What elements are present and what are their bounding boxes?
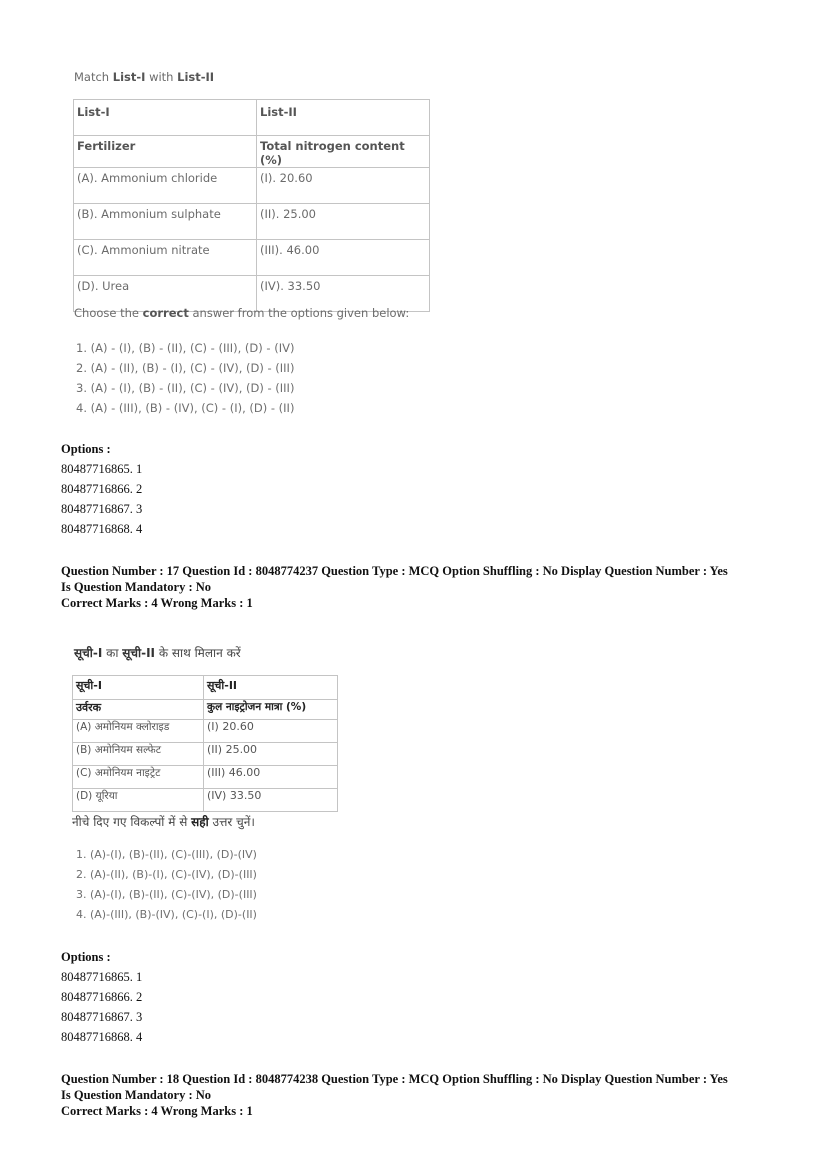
option-item: 80487716865. 1 [61,970,143,984]
q17-header-list1: सूची-I [73,676,204,700]
option-item: 80487716868. 4 [61,522,143,536]
q17-choice-list [76,845,257,925]
list-item: 1. (A)-(I), (B)-(II), (C)-(III), (D)-(IV) [76,848,257,861]
q16-intro: Match List-I with List-II [74,70,215,84]
question-meta-line: Question Number : 18 Question Id : 8048774238 Question Type : MCQ Option Shuffling : No Display Question Number : Yes [61,1072,728,1086]
q17-header-list2: सूची-II [204,676,338,700]
table-row: (I). 20.60 [257,168,430,204]
option-item: 80487716868. 4 [61,1030,143,1044]
q17-subheader-fertilizer: उर्वरक [73,700,204,720]
q16-subheader-nitrogen: Total nitrogen content (%) [257,136,430,168]
q18-meta [61,1071,801,1119]
list-item: 2. (A)-(II), (B)-(I), (C)-(IV), (D)-(III) [76,868,257,881]
q17-intro: सूची-I का सूची-II के साथ मिलान करें [74,646,241,660]
q16-choice-list [76,338,294,418]
q16-subheader-fertilizer: Fertilizer [74,136,257,168]
table-row: (I) 20.60 [204,720,338,743]
table-row: (D) यूरिया [73,789,204,812]
table-row: (B). Ammonium sulphate [74,204,257,240]
q17-match-table [72,675,338,812]
table-row: (C) अमोनियम नाइट्रेट [73,766,204,789]
table-row: (C). Ammonium nitrate [74,240,257,276]
table-row: (II) 25.00 [204,743,338,766]
table-row: (A) अमोनियम क्लोराइड [73,720,204,743]
q16-header-list2: List-II [257,100,430,136]
question-meta-line: Correct Marks : 4 Wrong Marks : 1 [61,1104,253,1118]
table-row: (IV) 33.50 [204,789,338,812]
list-item: 4. (A)-(III), (B)-(IV), (C)-(I), (D)-(II) [76,908,257,921]
q17-choose-instruction: नीचे दिए गए विकल्पों में से सही उत्तर चुनें। [72,815,255,829]
table-row: (IV). 33.50 [257,276,430,312]
options-label: Options : [61,442,111,456]
question-meta-line: Is Question Mandatory : No [61,580,212,594]
table-row: (II). 25.00 [257,204,430,240]
options-label: Options : [61,950,111,964]
table-row: (III). 46.00 [257,240,430,276]
option-item: 80487716866. 2 [61,990,143,1004]
option-item: 80487716866. 2 [61,482,143,496]
question-meta-line: Question Number : 17 Question Id : 8048774237 Question Type : MCQ Option Shuffling : No Display Question Number : Yes [61,564,728,578]
option-item: 80487716867. 3 [61,1010,143,1024]
q17-options [61,947,142,1047]
q16-options [61,439,142,539]
table-row: (A). Ammonium chloride [74,168,257,204]
q16-choose-instruction: Choose the correct answer from the options given below: [74,306,410,320]
q16-header-list1: List-I [74,100,257,136]
option-item: 80487716867. 3 [61,502,143,516]
table-row: (B) अमोनियम सल्फेट [73,743,204,766]
q16-match-table [73,99,430,312]
q17-subheader-nitrogen: कुल नाइट्रोजन मात्रा (%) [204,700,338,720]
table-row: (D). Urea [74,276,257,312]
q17-meta [61,563,801,611]
option-item: 80487716865. 1 [61,462,143,476]
list-item: 4. (A) - (III), (B) - (IV), (C) - (I), (D) - (II) [76,401,295,415]
question-meta-line: Correct Marks : 4 Wrong Marks : 1 [61,596,253,610]
question-meta-line: Is Question Mandatory : No [61,1088,212,1102]
list-item: 3. (A)-(I), (B)-(II), (C)-(IV), (D)-(III) [76,888,257,901]
list-item: 1. (A) - (I), (B) - (II), (C) - (III), (D) - (IV) [76,341,295,355]
list-item: 3. (A) - (I), (B) - (II), (C) - (IV), (D) - (III) [76,381,295,395]
table-row: (III) 46.00 [204,766,338,789]
list-item: 2. (A) - (II), (B) - (I), (C) - (IV), (D) - (III) [76,361,295,375]
